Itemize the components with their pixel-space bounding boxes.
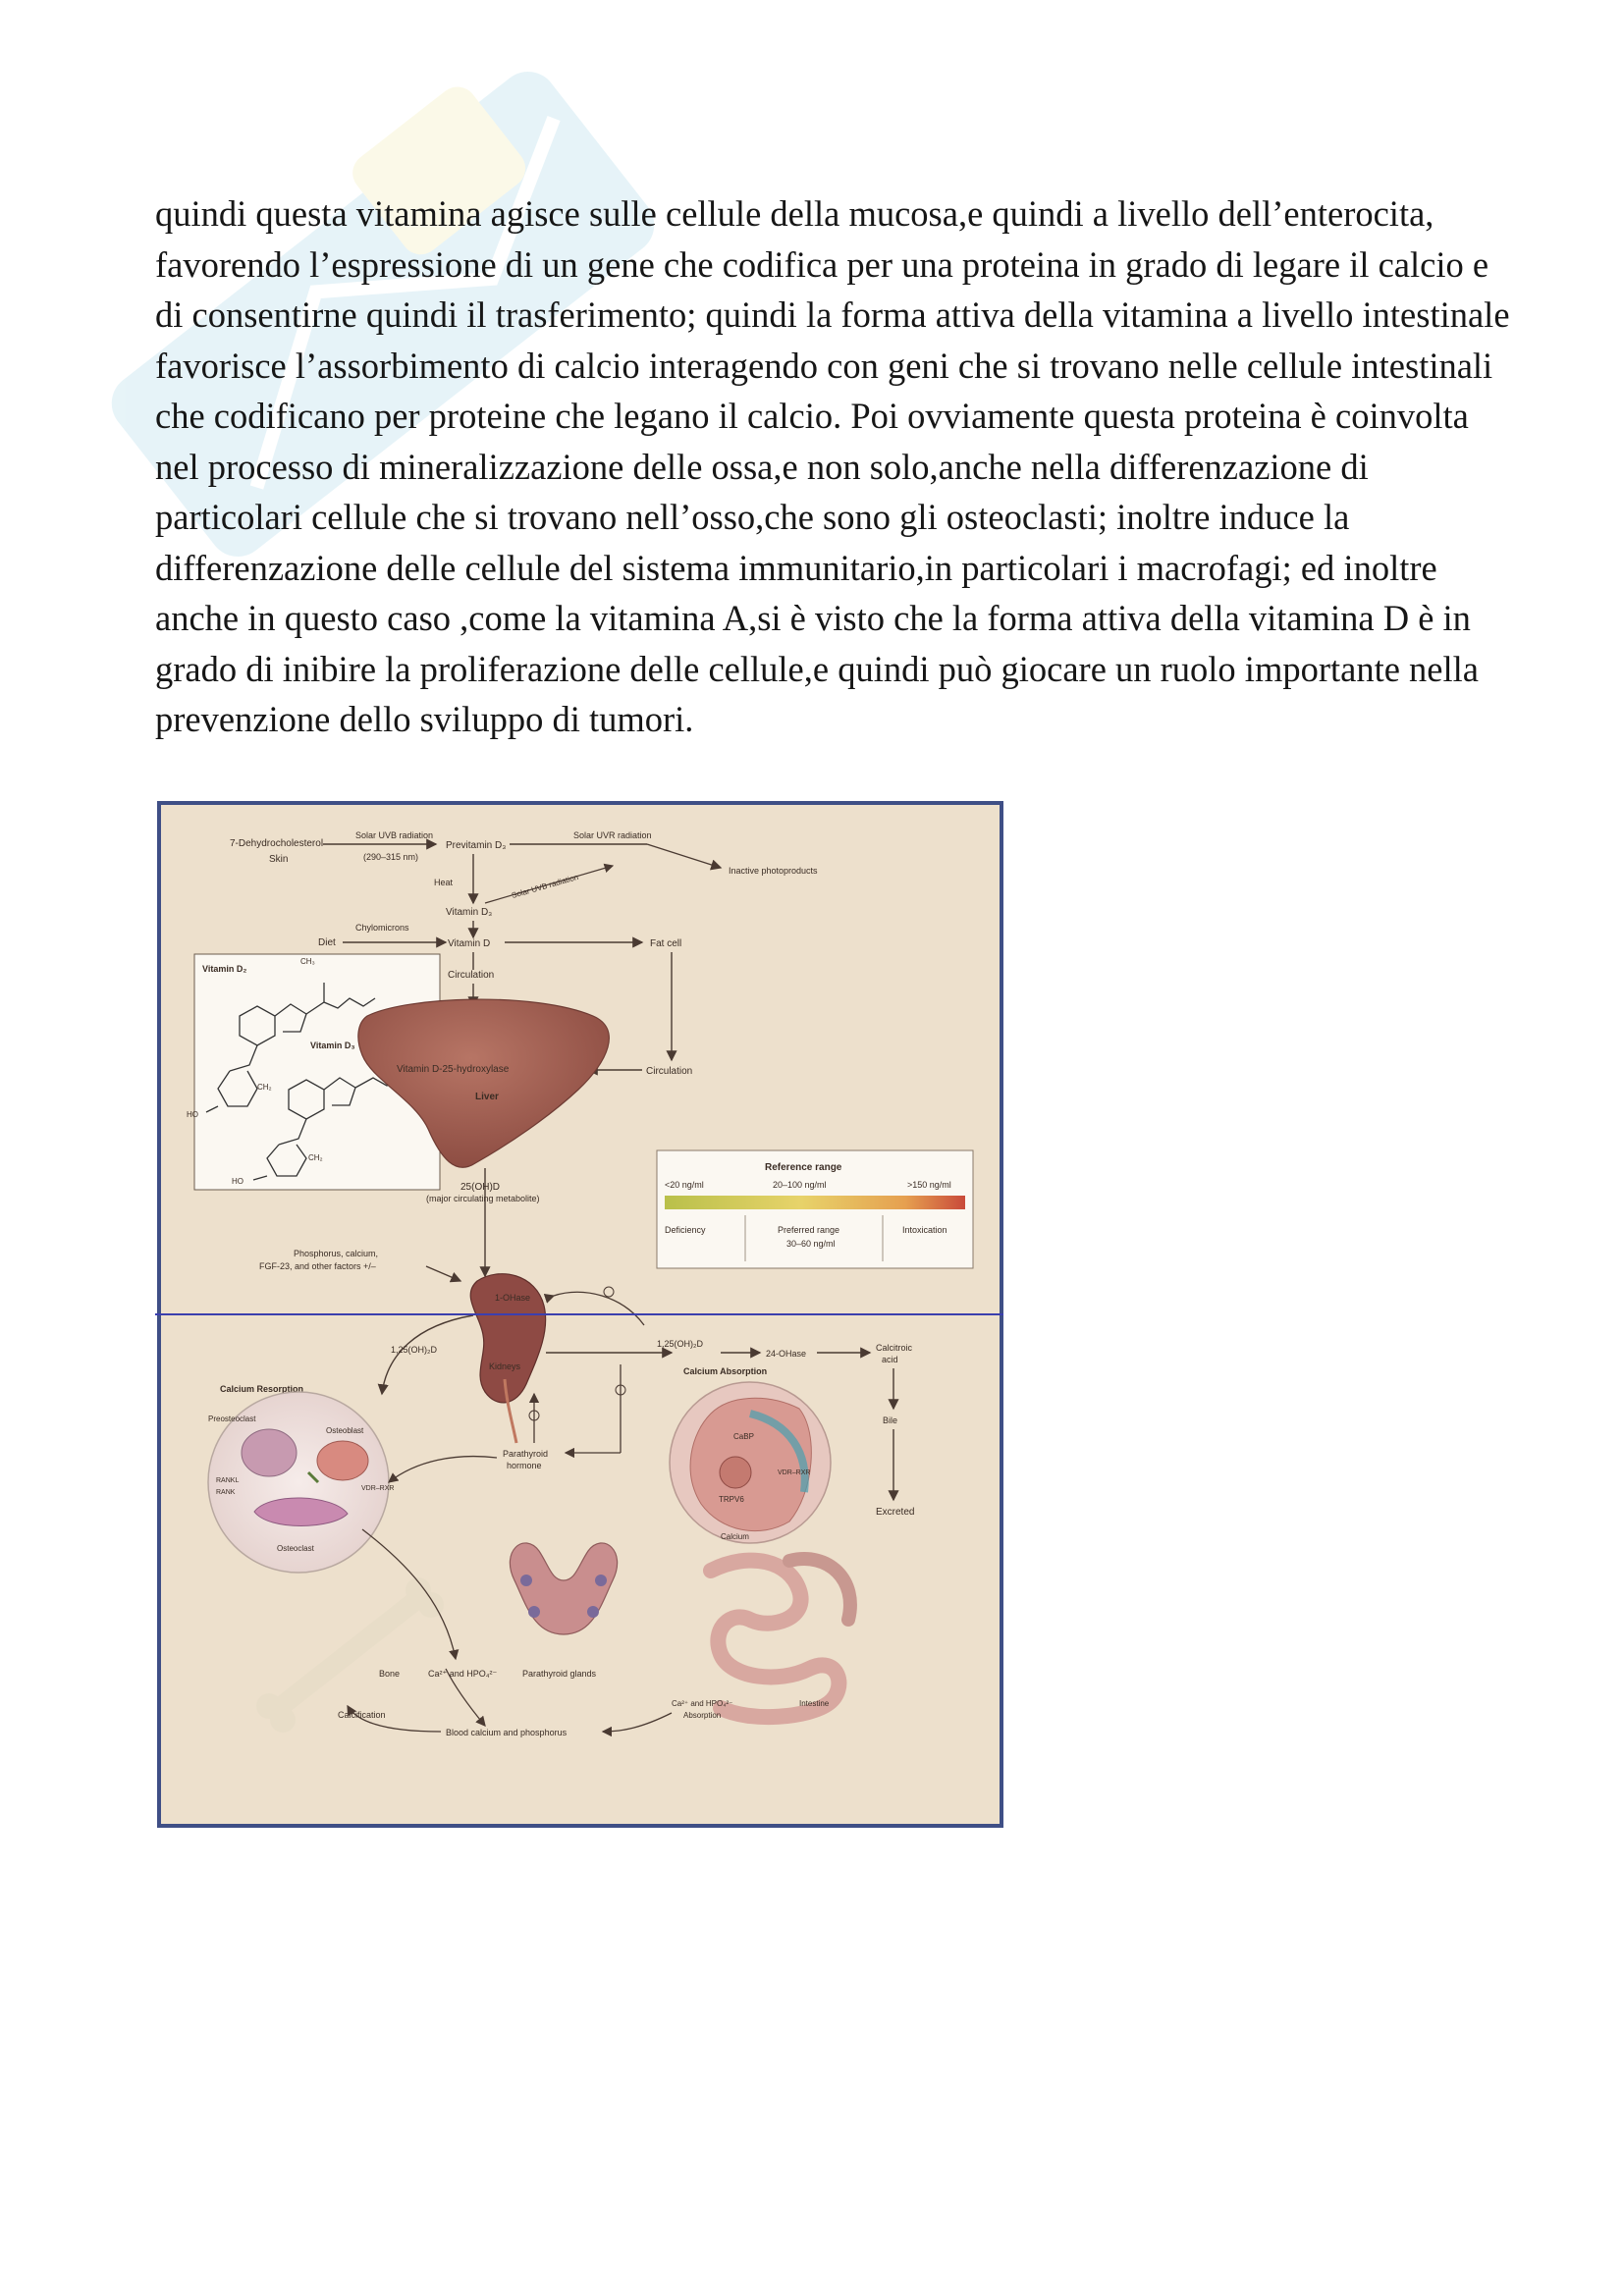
calcitroic-label: Calcitroic	[876, 1343, 913, 1353]
ca-hpo4-label: Ca²⁺ and HPO₄²⁻	[428, 1669, 498, 1679]
uvb-label: Solar UVB radiation	[355, 830, 434, 840]
calcitroic2-label: acid	[882, 1355, 898, 1364]
factors-label: Phosphorus, calcium,	[294, 1249, 379, 1258]
rankl-label: RANKL	[216, 1477, 240, 1484]
rank-label: RANK	[216, 1489, 236, 1496]
ref-preferred-range: 30–60 ng/ml	[786, 1239, 836, 1249]
arrow-kidney-bone	[382, 1315, 473, 1394]
arrow-pth-bone	[389, 1457, 497, 1482]
vitamin-d-label: Vitamin D	[448, 938, 491, 949]
factors2-label: FGF-23, and other factors +/–	[259, 1261, 376, 1271]
calcium-label: Calcium	[721, 1532, 749, 1541]
arrow-to-inactive	[647, 844, 721, 868]
vitamin-d3-label: Vitamin D₃	[446, 907, 493, 918]
ref-mid: 20–100 ng/ml	[773, 1180, 827, 1190]
uvb-range: (290–315 nm)	[363, 852, 419, 862]
ohase24-label: 24-OHase	[766, 1349, 807, 1359]
previtamin-label: Previtamin D₃	[446, 840, 507, 851]
osteoclast-label: Osteoclast	[277, 1544, 314, 1553]
bile-label: Bile	[883, 1415, 898, 1425]
ref-high: >150 ng/ml	[907, 1180, 951, 1190]
calcium-resorption-label: Calcium Resorption	[220, 1384, 304, 1394]
inset-ch3-label: CH₃	[300, 957, 315, 966]
inset-ch2b-label: CH₂	[308, 1153, 323, 1162]
blood-label: Blood calcium and phosphorus	[446, 1728, 568, 1737]
heat-label: Heat	[434, 878, 454, 887]
trpv6-label: TRPV6	[719, 1495, 744, 1504]
liver-label: Liver	[475, 1092, 499, 1102]
circulation-label: Circulation	[448, 970, 495, 981]
ref-deficiency: Deficiency	[665, 1225, 706, 1235]
metabolite-label: 25(OH)D	[460, 1182, 501, 1193]
figure-divider-line	[155, 1313, 1003, 1315]
reference-range-box	[657, 1150, 973, 1268]
excreted-label: Excreted	[876, 1507, 915, 1518]
chylomicrons-label: Chylomicrons	[355, 923, 409, 933]
calcification-label: Calcification	[338, 1710, 386, 1720]
cabp-label: CaBP	[733, 1432, 754, 1441]
parathyroid-glands-label: Parathyroid glands	[522, 1669, 597, 1679]
ca-hpo4-abs-label: Ca²⁺ and HPO₄²⁻	[672, 1699, 733, 1708]
uvr-label: Solar UVR radiation	[573, 830, 652, 840]
ref-title: Reference range	[765, 1162, 842, 1173]
ohase-label: 1-OHase	[495, 1293, 531, 1303]
intestine-cells-circle	[670, 1382, 831, 1543]
pth2-label: hormone	[507, 1461, 542, 1470]
fat-cell-label: Fat cell	[650, 938, 682, 949]
pth-label: Parathyroid	[503, 1449, 549, 1459]
ref-intoxication: Intoxication	[902, 1225, 947, 1235]
arrow-factors-kidney	[426, 1266, 460, 1281]
inset-d2-label: Vitamin D₂	[202, 964, 247, 974]
metabolite-sublabel: (major circulating metabolite)	[426, 1194, 540, 1203]
bone-label: Bone	[379, 1669, 401, 1679]
parathyroid-glands	[510, 1543, 617, 1634]
feedback-minus-marker	[604, 1287, 614, 1297]
ref-preferred: Preferred range	[778, 1225, 840, 1235]
ref-gradient-bar	[665, 1196, 965, 1209]
calcitriol-left-label: 1,25(OH)₂D	[391, 1345, 438, 1355]
absorption-label: Absorption	[683, 1711, 722, 1720]
vdr-rxr2-label: VDR–RXR	[778, 1469, 811, 1476]
osteoblast-label: Osteoblast	[326, 1426, 364, 1435]
inactive-label: Inactive photoproducts	[729, 866, 818, 876]
inset-d3-label: Vitamin D₃	[310, 1041, 355, 1050]
paragraph-text: quindi questa vitamina agisce sulle cellule della mucosa,e quindi a livello dell’enterocita, favorendo l’espressione di un gene che codifica per una proteina in grado di legare il calcio e di consentirne quindi il trasferimento; quindi la forma attiva della vitamina a livello intestinale favorisce l’assorbimento di calcio interagendo con geni che si trovano nelle cellule intestinali che codificano per proteine che legano il calcio. Poi ovviamente questa proteina è coinvolta nel processo di mineralizzazione delle ossa,e non solo,anche nella differenzazione di particolari cellule che si trovano nell’osso,che sono gli osteoclasti; inoltre induce la differenzazione delle cellule del sistema immunitario,in particolari i macrofagi; ed inoltre anche in questo caso ,come la vitamina A,si è visto che la forma attiva della vitamina D è in grado di inibire la proliferazione delle cellule,e quindi può giocare un ruolo importante nella prevenzione dello sviluppo di tumori.	[155, 193, 1510, 739]
body-paragraph	[155, 188, 1510, 745]
calcium-absorption-label: Calcium Absorption	[683, 1366, 768, 1376]
vdr-rxr-label: VDR–RXR	[361, 1485, 395, 1492]
diet-label: Diet	[318, 937, 336, 948]
kidneys-label: Kidneys	[489, 1362, 521, 1371]
arrow-feedback-kidney	[554, 1292, 644, 1325]
preosteoclast-label: Preosteoclast	[208, 1415, 256, 1423]
intestine-illustration	[711, 1559, 850, 1717]
arrow-intestine-blood	[603, 1713, 672, 1732]
inset-ch2-label: CH₂	[257, 1083, 272, 1092]
calcitriol-right-label: 1,25(OH)₂D	[657, 1339, 704, 1349]
skin-sublabel: Skin	[269, 854, 289, 865]
skin-label: 7-Dehydrocholesterol	[230, 838, 324, 849]
uvb3-label: Solar UVB radiation	[511, 872, 580, 900]
inset-ho-label: HO	[187, 1110, 198, 1119]
ref-low: <20 ng/ml	[665, 1180, 704, 1190]
circulation2-label: Circulation	[646, 1066, 693, 1077]
inset-ho2-label: HO	[232, 1177, 243, 1186]
liver-enzyme-label: Vitamin D-25-hydroxylase	[397, 1064, 510, 1075]
intestine-label: Intestine	[799, 1699, 830, 1708]
